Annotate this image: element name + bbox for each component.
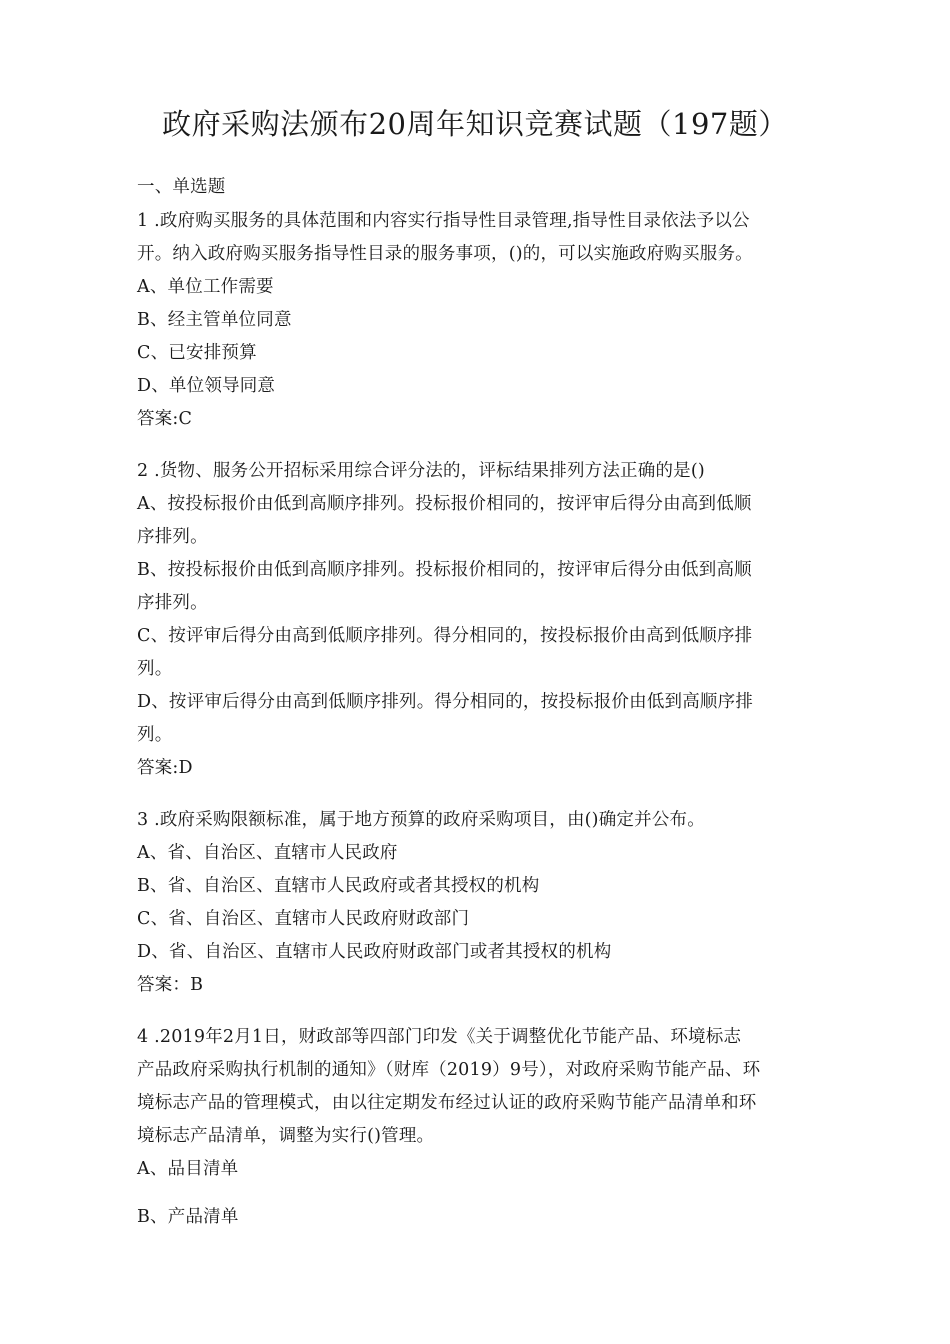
question-2-answer: 答案:D xyxy=(137,758,193,778)
question-4-stem-line-2: 产品政府采购执行机制的通知》（财库（2019）9号），对政府采购节能产品、环 xyxy=(137,1060,761,1080)
question-4-option-a: A、品目清单 xyxy=(137,1159,239,1179)
question-2-option-c-line-1: C、按评审后得分由高到低顺序排列。得分相同的，按投标报价由高到低顺序排 xyxy=(137,626,753,646)
question-1-option-d: D、单位领导同意 xyxy=(137,376,276,396)
question-3-answer: 答案：B xyxy=(137,975,204,995)
question-2-option-d-line-1: D、按评审后得分由高到低顺序排列。得分相同的，按投标报价由低到高顺序排 xyxy=(137,692,754,712)
question-1-answer: 答案:C xyxy=(137,409,193,429)
question-1-option-b: B、经主管单位同意 xyxy=(137,310,292,330)
question-2-option-d-line-2: 列。 xyxy=(137,725,173,745)
question-1-option-c: C、已安排预算 xyxy=(137,343,257,363)
question-1-stem-line-2: 开。纳入政府购买服务指导性目录的服务事项，()的，可以实施政府购买服务。 xyxy=(137,244,753,264)
question-1-stem-line-1: 1 .政府购买服务的具体范围和内容实行指导性目录管理,指导性目录依法予以公 xyxy=(137,211,750,231)
question-3-stem-line-1: 3 .政府采购限额标准，属于地方预算的政府采购项目，由()确定并公布。 xyxy=(137,810,705,830)
question-4-stem-line-1: 4 .2019年2月1日，财政部等四部门印发《关于调整优化节能产品、环境标志 xyxy=(137,1027,742,1047)
question-2-option-a-line-1: A、按投标报价由低到高顺序排列。投标报价相同的，按评审后得分由高到低顺 xyxy=(137,494,752,514)
question-4-stem-line-3: 境标志产品的管理模式，由以往定期发布经过认证的政府采购节能产品清单和环 xyxy=(137,1093,757,1113)
question-2-option-b-line-2: 序排列。 xyxy=(137,593,208,613)
question-2-stem-line-1: 2 .货物、服务公开招标采用综合评分法的，评标结果排列方法正确的是() xyxy=(137,461,705,481)
question-3-option-a: A、省、自治区、直辖市人民政府 xyxy=(137,843,398,863)
question-4-stem-line-4: 境标志产品清单，调整为实行()管理。 xyxy=(137,1126,435,1146)
question-3-option-b: B、省、自治区、直辖市人民政府或者其授权的机构 xyxy=(137,876,540,896)
question-2-option-a-line-2: 序排列。 xyxy=(137,527,208,547)
section-heading: 一、单选题 xyxy=(137,177,226,197)
question-2-option-c-line-2: 列。 xyxy=(137,659,173,679)
document-title: 政府采购法颁布20周年知识竞赛试题（197题） xyxy=(162,107,788,141)
question-3-option-c: C、省、自治区、直辖市人民政府财政部门 xyxy=(137,909,470,929)
question-2-option-b-line-1: B、按投标报价由低到高顺序排列。投标报价相同的，按评审后得分由低到高顺 xyxy=(137,560,752,580)
question-4-option-b: B、产品清单 xyxy=(137,1207,239,1227)
question-3-option-d: D、省、自治区、直辖市人民政府财政部门或者其授权的机构 xyxy=(137,942,612,962)
question-1-option-a: A、单位工作需要 xyxy=(137,277,274,297)
